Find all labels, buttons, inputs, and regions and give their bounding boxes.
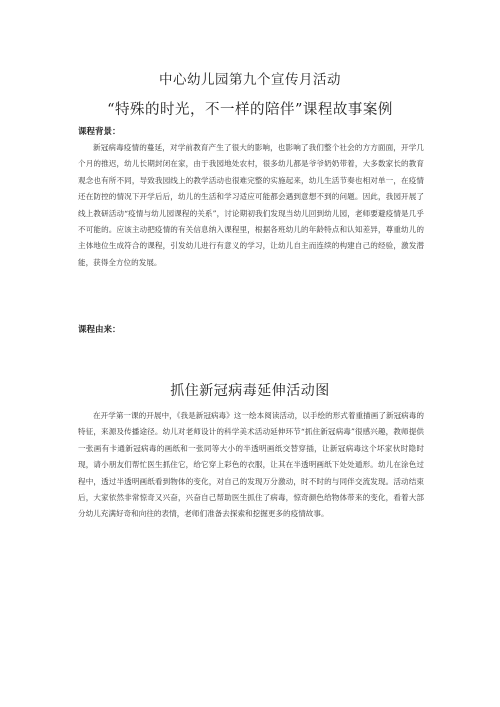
section-paragraph: 在开学第一课的开展中，《我是新冠病毒》这一绘本阅读活动，以手绘的形式着重描画了新冠病毒的特征，来源及传播途径。幼儿对老师设计的科学美术活动延伸环节“抓住新冠病毒”很感兴趣，教师提供一张画有卡通新冠病毒的画纸和一张同等大小的半透明画纸交替穿插，让新冠病毒这个坏家伙时隐时现，请小朋友们帮忙医生抓住它，给它穿上彩色的衣服，让其在半透明画纸下处处遁形。幼儿在涂色过程中，透过半透明画纸看到物体的变化，对自己的发现万分激动，时不时的与同伴交流发现。活动结束后，大家依然非常惊奇又兴奋，兴奋自己帮助医生抓住了病毒，惊奇颜色给物体带来的变化，看着大部分幼儿充满好奇和向往的表情，老师们准备去探索和挖掘更多的疫情故事。 (78, 411, 424, 519)
background-paragraph: 新冠病毒疫情的蔓延，对学前教育产生了很大的影响，也影响了我们整个社会的方方面面，开学几个月的推迟，幼儿长期封闭在家，由于我园地处农村，很多幼儿都是爷爷奶奶带着，大多数家长的教育观念也有所不同，导致我园线上的教学活动也很难完整的实施起来，幼儿生活节奏也相对单一，在疫情还在防控的情况下开学后后，幼儿的生活和学习适应可能都会遇到意想不到的问题。因此，我园开展了线上教研活动“疫情与幼儿园课程的关系”，讨论期初我们发现当幼儿回到幼儿园，老师要避疫情是几乎不可能的。应该主动把疫情的有关信息纳入课程里，根据各班幼儿的年龄特点和认知差异，尊重幼儿的主体地位生成符合的课程，引发幼儿进行有意义的学习，让幼儿自主而连续的构建自己的经验，激发潜能，获得全方位的发展。 (78, 143, 424, 267)
document-subtitle: “特殊的时光，不一样的陪伴”课程故事案例 (107, 102, 393, 118)
document-title: 中心幼儿园第九个宣传月活动 (159, 72, 341, 88)
origin-heading: 课程由来： (78, 325, 121, 335)
section-title: 抓住新冠病毒延伸活动图 (170, 383, 330, 399)
background-heading: 课程背景： (78, 127, 121, 137)
